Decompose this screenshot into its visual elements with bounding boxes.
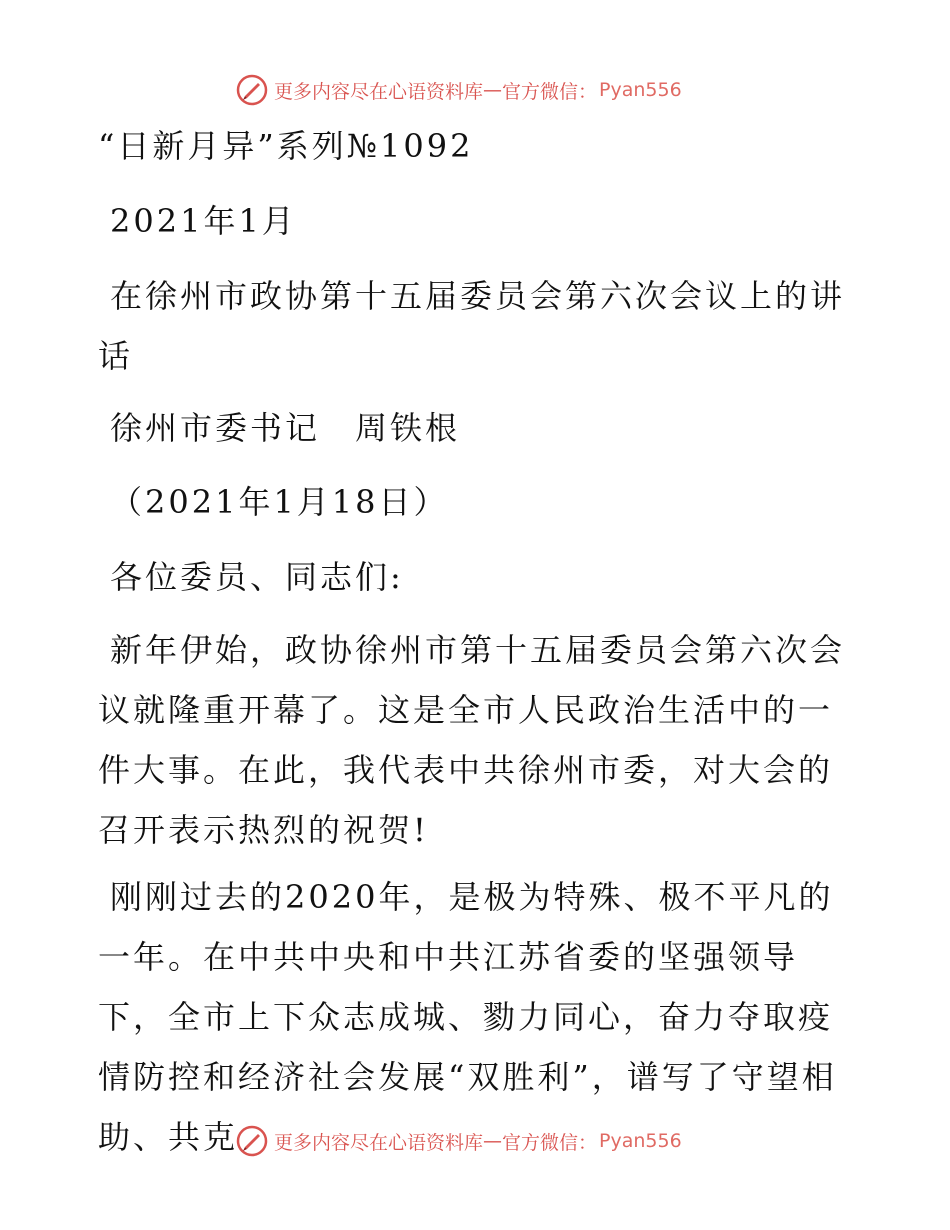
watermark-label: 官方微信： — [502, 1131, 598, 1154]
watermark-wechat-id: Pyan556 — [599, 79, 682, 101]
header-watermark — [236, 72, 756, 108]
watermark-wechat-id: Pyan556 — [599, 1130, 682, 1152]
date-line: 2021年1月 — [110, 202, 297, 240]
speech-title: 在徐州市政协第十五届委员会第六次会议上的讲话 — [98, 277, 846, 375]
series-line: “日新月异”系列№1092 — [98, 127, 474, 165]
footer-watermark — [236, 1123, 756, 1159]
author-line: 徐州市委书记 周铁根 — [110, 409, 461, 447]
watermark-main-text: 更多内容尽在心语资料库 — [274, 80, 484, 103]
quill-logo-icon — [236, 74, 268, 106]
paragraph: 刚刚过去的2020年，是极为特殊、极不平凡的一年。在中共中央和中共江苏省委的坚强领导下，全市上下众志成城、勠力同心，奋力夺取疫情防控和经济社会发展“双胜利”，谱写了守望相助、共克 — [98, 878, 837, 1156]
watermark-main-text: 更多内容尽在心语资料库 — [274, 1131, 484, 1154]
salutation: 各位委员、同志们: — [110, 558, 404, 596]
speech-date: （2021年1月18日） — [110, 483, 449, 521]
watermark-dash: — — [483, 1130, 503, 1152]
watermark-dash: — — [483, 79, 503, 101]
paragraph: 新年伊始，政协徐州市第十五届委员会第六次会议就隆重开幕了。这是全市人民政治生活中的一件大事。在此，我代表中共徐州市委，对大会的召开表示热烈的祝贺! — [98, 631, 846, 849]
watermark-label: 官方微信： — [502, 80, 598, 103]
quill-logo-icon — [236, 1125, 268, 1157]
